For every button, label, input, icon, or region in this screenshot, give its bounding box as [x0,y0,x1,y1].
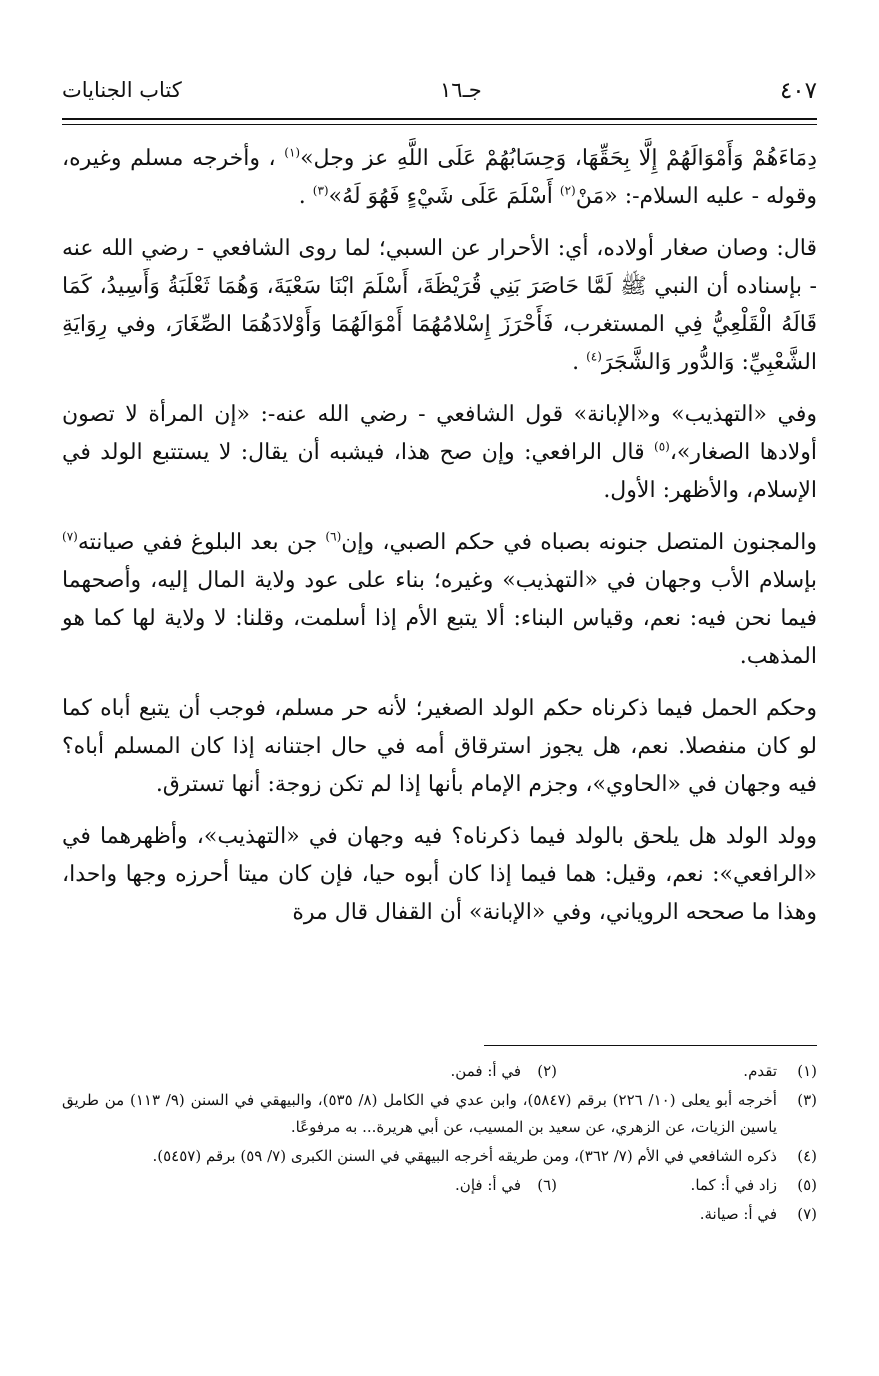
running-header [62,72,817,112]
footnote-text: في أ: فإن. [455,1176,521,1194]
paragraph-text: قال: وصان صغار أولاده، أي: الأحرار عن السبي؛ لما روى الشافعي - رضي الله عنه - بإسناده أن النبي ﷺ لَمَّا حَاصَرَ بَنِي قُرَيْظَةَ، أَسْلَمَ ابْنَا سَعْيَةَ، وَهُمَا ثَعْلَبَةُ وَأَسِيدُ، كَمَا قَالَهُ الْقَلْعِيُّ فِي المستغرب، فَأَحْرَزَ إِسْلامُهُمَا أَمْوَالَهُمَا وَأَوْلادَهُمَا الصِّغَارَ، وفي رِوَايَةِ الشَّعْبِيِّ: وَالدُّور وَالشَّجَرَ [62,236,817,375]
paragraph-text: . [572,350,587,375]
paragraph-text: دِمَاءَهُمْ وَأَمْوَالَهُمْ إِلَّا بِحَقِّهَا، وَحِسَابُهُمْ عَلَى اللَّهِ عز وجل» [300,146,817,171]
paragraph-text: جن بعد البلوغ ففي صيانته [77,530,326,555]
paragraph-text: والمجنون المتصل جنونه بصباه في حكم الصبي، وإن [341,530,817,555]
paragraph-text: ، وأخرجه مسلم وغيره، وقوله - عليه السلام-: «مَنْ [62,146,817,209]
footnotes [62,1058,817,1230]
footnote-4 [62,1143,817,1170]
footnote-number: (٧) [797,1205,817,1223]
footnote-marker: (١) [284,145,301,160]
footnote-2 [297,1058,557,1085]
footnote-number: (٢) [537,1062,557,1080]
header-rule-thin [62,124,817,125]
page-number: ٤٠٧ [779,78,817,104]
footnote-separator [484,1045,817,1046]
footnote-text: في أ: فمن. [450,1062,521,1080]
footnote-marker: (٢) [559,183,576,198]
footnote-number: (٣) [797,1091,817,1109]
footnote-text: أخرجه أبو يعلى (١٠/ ٢٢٦) برقم (٥٨٤٧)، وابن عدي في الكامل (٨/ ٥٣٥)، والبيهقي في السنن (٩/ ١١٣) من طريق ياسين الزيات، عن الزهري، عن سعيد بن المسيب، عن أبي هريرة... به مرفوعًا. [62,1091,777,1136]
footnote-number: (١) [797,1062,817,1080]
paragraph-text: وفي «التهذيب» و«الإبانة» قول الشافعي - رضي الله عنه-: «إن المرأة لا تصون أولادها الصغار»، [62,402,817,465]
chapter-title: كتاب الجنايات [62,78,182,102]
footnote-text: تقدم. [743,1062,777,1080]
header-rule-thick [62,118,817,120]
body-paragraph [62,140,817,216]
paragraph-text: بإسلام الأب وجهان في «التهذيب» وغيره؛ بناء على عود ولاية المال إليه، وأصحهما فيما نحن فيه: نعم، وقياس البناء: ألا يتبع الأم إذا أسلمت، وقلنا: لا ولاية لها كما هو المذهب. [62,568,817,669]
body-paragraph [62,396,817,510]
paragraph-text: أَسْلَمَ عَلَى شَيْءٍ فَهُوَ لَهُ» [328,184,560,209]
footnote-text: زاد في أ: كما. [690,1176,777,1194]
body-paragraph [62,818,817,932]
footnote-number: (٤) [797,1147,817,1165]
paragraph-text: وحكم الحمل فيما ذكرناه حكم الولد الصغير؛ لأنه حر مسلم، فوجب أن يتبع أباه كما لو كان منفصلا. نعم، هل يجوز استرقاق أمه في حال اجتنانه إذا كان المسلم أباه؟ فيه وجهان في «الحاوي»، وجزم الإمام بأنها إذا لم تكن زوجة: أنها تسترق. [62,696,817,797]
footnote-number: (٦) [537,1176,557,1194]
footnote-text: في أ: صيانة. [699,1205,777,1223]
footnote-5 [557,1172,817,1199]
body-paragraph [62,230,817,382]
body-paragraph [62,524,817,676]
paragraph-text: . [298,184,313,209]
paragraph-text: وولد الولد هل يلحق بالولد فيما ذكرناه؟ فيه وجهان في «التهذيب»، وأظهرهما في «الرافعي»: نعم، وقيل: هما فيما إذا كان أبوه حيا، فإن كان ميتا أحرزه وجها واحدا، وهذا ما صححه الروياني، وفي «الإبانة» أن القفال قال مرة [62,824,817,925]
footnote-number: (٥) [797,1176,817,1194]
footnote-7 [62,1201,817,1228]
main-text [62,140,817,946]
footnote-marker: (٤) [586,349,602,364]
body-paragraph [62,690,817,804]
footnote-marker: (٧) [62,529,78,544]
paragraph-text: قال الرافعي: وإن صح هذا، فيشبه أن يقال: لا يستتبع الولد في الإسلام، والأظهر: الأول. [62,440,817,503]
footnote-marker: (٦) [325,529,342,544]
footnote-1 [557,1058,817,1085]
footnote-3 [62,1087,817,1141]
footnote-row-1-2 [62,1058,817,1085]
footnote-marker: (٥) [654,439,670,454]
footnote-text: ذكره الشافعي في الأم (٧/ ٣٦٢)، ومن طريقه أخرجه البيهقي في السنن الكبرى (٧/ ٥٩) برقم (٥٤٥٧). [152,1147,777,1165]
footnote-6 [297,1172,557,1199]
footnote-marker: (٣) [312,183,329,198]
footnote-row-5-6 [62,1172,817,1199]
volume-label: جـ١٦ [440,78,482,102]
